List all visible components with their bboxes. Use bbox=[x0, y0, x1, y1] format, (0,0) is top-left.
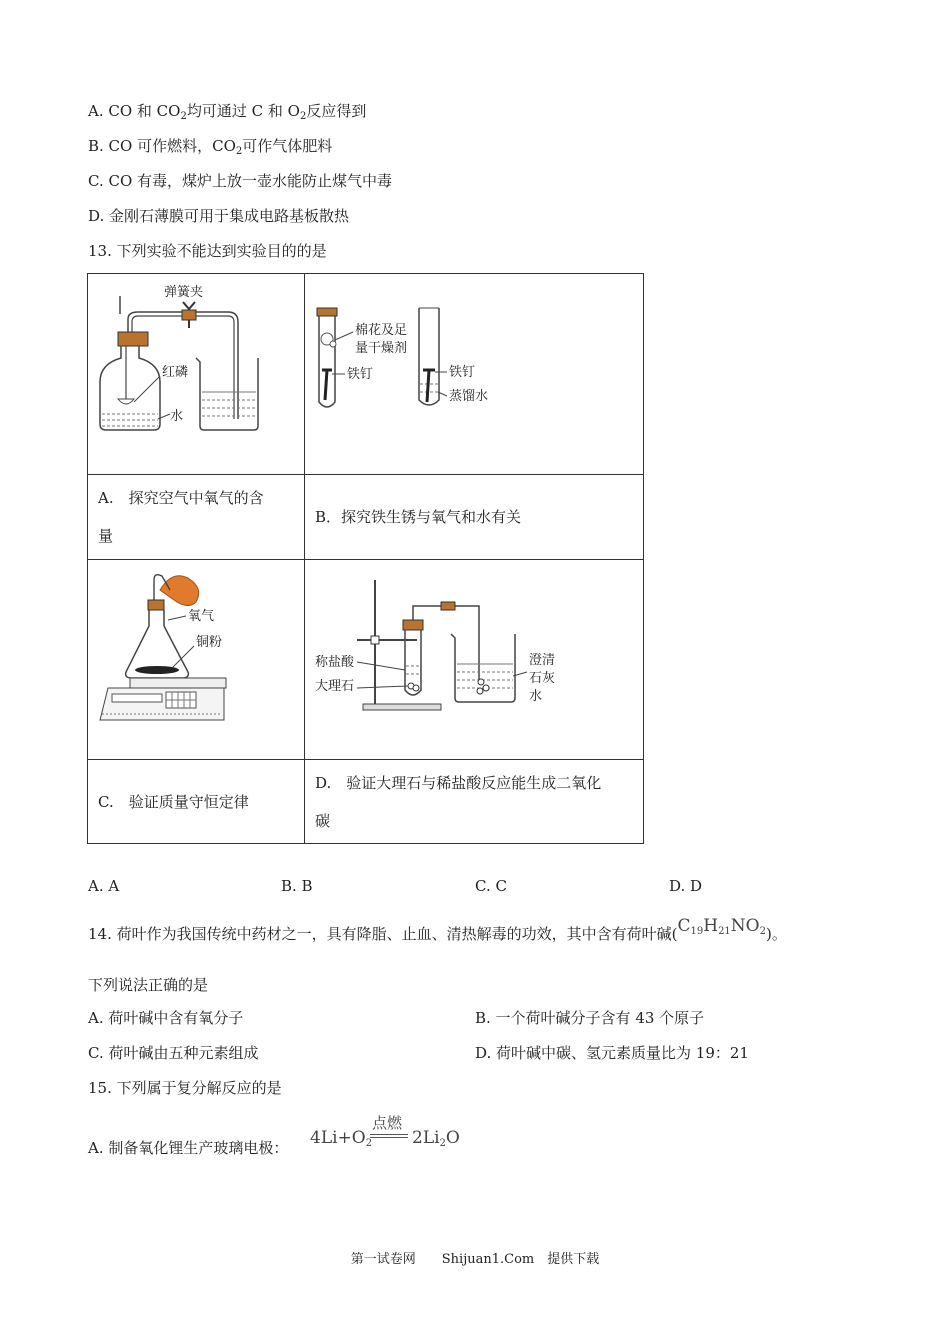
q15-stem: 15. 下列属于复分解反应的是 bbox=[88, 1079, 282, 1097]
q15-condition: 点燃 bbox=[372, 1114, 403, 1132]
page-footer: 第一试卷网 Shijuan1.Com 提供下载 bbox=[350, 1252, 600, 1267]
figure-b-cotton-label-1: 棉花及足 bbox=[355, 323, 408, 338]
figure-c-cell bbox=[88, 560, 305, 760]
figure-b-cotton-label-2: 量干燥剂 bbox=[355, 341, 408, 356]
q12-option-c: C. CO 有毒，煤炉上放一壶水能防止煤气中毒 bbox=[88, 172, 393, 190]
figure-d-acid-label: 称盐酸 bbox=[315, 655, 355, 670]
figure-a-cell bbox=[88, 274, 305, 475]
figure-b-nail-label-2: 铁钉 bbox=[449, 365, 476, 380]
q14-stem: 14. 荷叶作为我国传统中药材之一，具有降脂、止血、清热解毒的功效，其中含有荷叶碱$(C_{19}H_{21}NO_2)$。 bbox=[88, 916, 787, 943]
figure-a-phosphorus-label: 红磷 bbox=[162, 365, 189, 380]
q13-stem: 13. 下列实验不能达到实验目的的是 bbox=[88, 242, 327, 260]
q14-option-b: B. 一个荷叶碱分子含有 43 个原子 bbox=[475, 1009, 705, 1027]
q12-option-a: A. CO 和 $CO_2$均可通过 C 和 $O_2$反应得到 bbox=[88, 102, 367, 122]
figure-a-phosphorus-apparatus bbox=[88, 274, 304, 470]
caption-a: A. 探究空气中氧气的含 量 bbox=[88, 475, 305, 560]
figure-c-oxygen-label: 氧气 bbox=[188, 609, 215, 624]
q13-option-a: A. A bbox=[88, 877, 120, 895]
figure-d-marble-label: 大理石 bbox=[315, 679, 355, 694]
q14-option-d: D. 荷叶碱中碳、氢元素质量比为 19：21 bbox=[475, 1044, 749, 1062]
caption-b: B．探究铁生锈与氧气和水有关 bbox=[305, 475, 644, 560]
q14-option-a: A. 荷叶碱中含有氧分子 bbox=[88, 1009, 244, 1027]
q14-formula: $C_{19}H_{21}NO_2$ bbox=[677, 916, 766, 937]
figure-b-cell bbox=[305, 274, 644, 475]
figure-c-balance-apparatus bbox=[88, 560, 304, 755]
q13-experiment-table bbox=[87, 273, 644, 844]
figure-d-limewater-label-3: 水 bbox=[529, 689, 543, 704]
q13-option-c: C. C bbox=[475, 877, 507, 895]
figure-d-limewater-label-2: 石灰 bbox=[529, 671, 556, 686]
figure-a-clip-label: 弹簧夹 bbox=[164, 285, 204, 300]
figure-d-cell bbox=[305, 560, 644, 760]
figure-b-nail-label-1: 铁钉 bbox=[347, 367, 374, 382]
figure-d-co2-apparatus bbox=[305, 560, 643, 755]
q13-options bbox=[88, 877, 868, 897]
figure-b-rust-apparatus bbox=[305, 274, 643, 470]
figure-b-water-label: 蒸馏水 bbox=[449, 389, 489, 404]
q15-option-a: A. 制备氧化锂生产玻璃电极： bbox=[88, 1139, 289, 1157]
figure-c-copper-label: 铜粉 bbox=[196, 635, 223, 650]
q12-option-d: D. 金刚石薄膜可用于集成电路基板散热 bbox=[88, 207, 350, 225]
caption-d: D. 验证大理石与稀盐酸反应能生成二氧化 碳 bbox=[305, 760, 644, 844]
q13-option-b: B. B bbox=[281, 877, 313, 895]
q13-option-d: D. D bbox=[669, 877, 703, 895]
figure-a-water-label: 水 bbox=[170, 409, 184, 424]
caption-c: C. 验证质量守恒定律 bbox=[88, 760, 305, 844]
figure-d-limewater-label-1: 澄清 bbox=[529, 653, 556, 668]
q15-equation: $4Li+O_2$ 点燃 $2Li_2O$ bbox=[310, 1114, 460, 1149]
q14-stem-2: 下列说法正确的是 bbox=[88, 976, 209, 994]
q12-option-b: B. CO 可作燃料，$CO_2$可作气体肥料 bbox=[88, 137, 333, 157]
q14-option-c: C. 荷叶碱由五种元素组成 bbox=[88, 1044, 259, 1062]
